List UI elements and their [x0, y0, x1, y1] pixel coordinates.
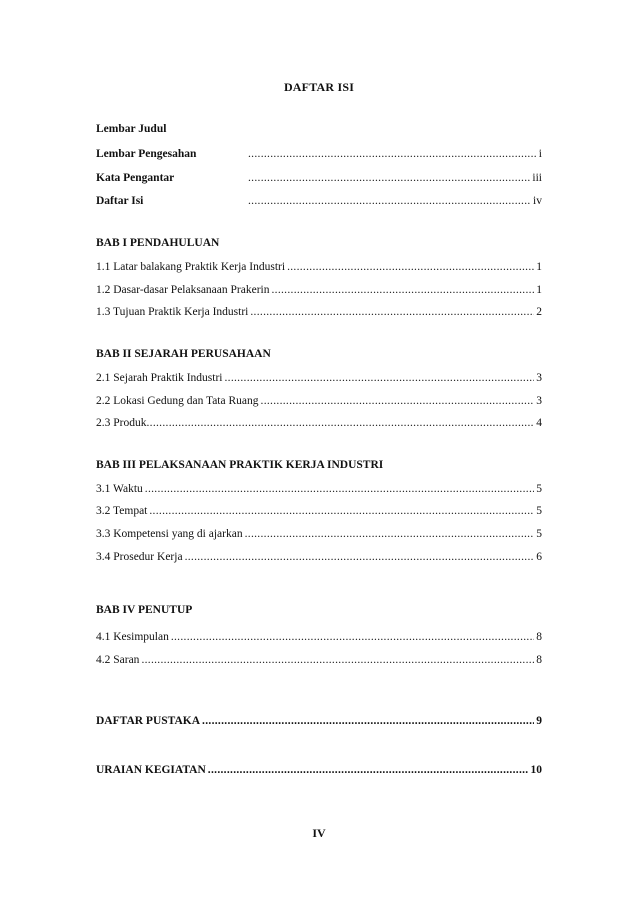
toc-entry-lembar-judul: [96, 121, 542, 137]
toc-entry: [96, 370, 542, 386]
toc-entry-page: 1: [536, 261, 542, 273]
toc-entry: [96, 481, 542, 497]
toc-entry-label: 1.3 Tujuan Praktik Kerja Industri: [96, 306, 249, 318]
toc-entry-page: 2: [536, 306, 542, 318]
toc-entry-label: 3.2 Tempat: [96, 505, 148, 517]
toc-entry-uraian-kegiatan: [96, 762, 542, 778]
toc-entry-label: 4.1 Kesimpulan: [96, 631, 169, 643]
toc-entry: [96, 549, 542, 565]
toc-entry-page: 3: [536, 395, 542, 407]
toc-entry-label: 3.1 Waktu: [96, 483, 143, 495]
chapter-heading-bab-1: BAB I PENDAHULUAN: [96, 237, 220, 249]
toc-entry-page: 9: [536, 715, 542, 727]
toc-entry-label: 2.3 Produk: [96, 417, 147, 429]
toc-entry: [96, 282, 542, 298]
toc-entry: [96, 393, 542, 409]
toc-entry-page: 1: [536, 284, 542, 296]
toc-entry-label: Daftar Isi: [96, 195, 144, 207]
toc-entry-label: 3.3 Kompetensi yang di ajarkan: [96, 528, 243, 540]
chapter-heading-bab-3: BAB III PELAKSANAAN PRAKTIK KERJA INDUSTRI: [96, 459, 384, 471]
dot-leader: [245, 526, 535, 542]
toc-entry-label: 4.2 Saran: [96, 654, 140, 666]
toc-entry-label: 3.4 Prosedur Kerja: [96, 551, 183, 563]
dot-leader: [248, 170, 530, 186]
dot-leader: [271, 282, 534, 298]
toc-entry-label: Lembar Pengesahan: [96, 148, 197, 160]
toc-entry-page: 3: [536, 372, 542, 384]
dot-leader: [224, 370, 534, 386]
dot-leader: [208, 762, 529, 778]
toc-entry: [96, 652, 542, 668]
toc-entry-lembar-pengesahan: [96, 146, 542, 162]
toc-entry: [96, 526, 542, 542]
toc-entry-label: 1.2 Dasar-dasar Pelaksanaan Prakerin: [96, 284, 270, 296]
dot-leader: [248, 193, 531, 209]
toc-entry-page: 10: [530, 764, 542, 776]
toc-entry-label: DAFTAR PUSTAKA: [96, 715, 201, 727]
toc-entry-page: 8: [536, 654, 542, 666]
toc-entry-page: 8: [536, 631, 542, 643]
toc-entry-page: 5: [536, 528, 542, 540]
dot-leader: [141, 652, 534, 668]
dot-leader: [261, 393, 535, 409]
toc-entry: [96, 304, 542, 320]
toc-entry: [96, 503, 542, 519]
toc-entry-label: 2.2 Lokasi Gedung dan Tata Ruang: [96, 395, 259, 407]
toc-entry-page: 6: [536, 551, 542, 563]
chapter-heading-bab-2: BAB II SEJARAH PERUSAHAAN: [96, 348, 271, 360]
toc-entry-label: 2.1 Sejarah Praktik Industri: [96, 372, 223, 384]
toc-entry: [96, 629, 542, 645]
toc-entry-daftar-isi: [96, 193, 542, 209]
toc-entry-page: 5: [536, 483, 542, 495]
toc-entry-page: 5: [536, 505, 542, 517]
toc-entry-label: 1.1 Latar balakang Praktik Kerja Industri: [96, 261, 286, 273]
dot-leader: [145, 481, 534, 497]
toc-entry-kata-pengantar: [96, 170, 542, 186]
dot-leader: [248, 146, 537, 162]
toc-entry: [96, 415, 542, 431]
dot-leader: [185, 549, 535, 565]
dot-leader: [171, 629, 534, 645]
toc-entry-label: URAIAN KEGIATAN: [96, 764, 206, 776]
dot-leader: [287, 259, 534, 275]
chapter-heading-bab-4: BAB IV PENUTUP: [96, 604, 193, 616]
toc-entry-label: Kata Pengantar: [96, 172, 175, 184]
page-title: DAFTAR ISI: [283, 80, 355, 94]
dot-leader: [202, 713, 534, 729]
toc-entry-daftar-pustaka: [96, 713, 542, 729]
toc-entry: [96, 259, 542, 275]
page-number-footer: IV: [312, 826, 326, 840]
toc-entry-page: i: [538, 148, 542, 160]
dot-leader: [149, 503, 534, 519]
dot-leader: [250, 304, 534, 320]
toc-entry-page: iii: [532, 172, 542, 184]
toc-entry-page: iv: [533, 195, 542, 207]
toc-entry-label: Lembar Judul: [96, 123, 167, 135]
dot-leader: [146, 415, 534, 431]
toc-entry-page: 4: [536, 417, 542, 429]
